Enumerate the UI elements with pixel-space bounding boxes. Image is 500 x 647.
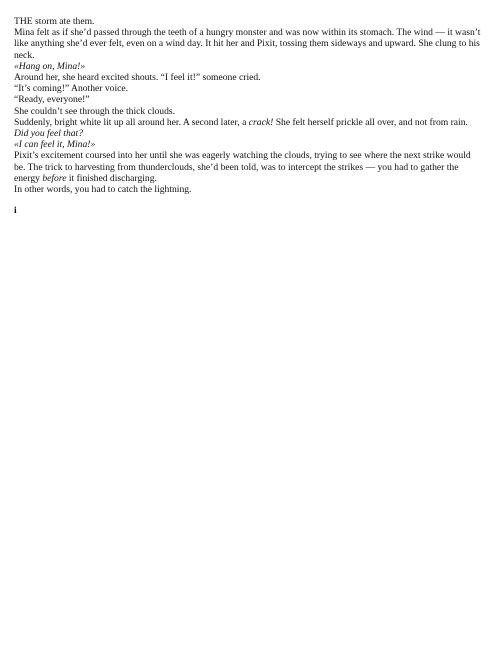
paragraph-6: “Ready, everyone!”	[14, 94, 90, 106]
paragraph-12: In other words, you had to catch the lightning.	[14, 184, 192, 196]
paragraph-8-start: Suddenly, bright white lit up all around her. A second later, a	[14, 116, 249, 128]
paragraph-5: “It’s coming!” Another voice.	[14, 83, 129, 95]
document-page	[14, 16, 484, 216]
paragraph-11-start: Pixit’s excitement coursed into her until she was eagerly watching the clouds, trying to see where the next strike would be. The trick to harvesting from thunderclouds, she’d been told, was to intercept the strikes — you had to gather the energy	[14, 150, 471, 184]
paragraph-1: THE storm ate them.	[14, 16, 95, 27]
page-marker: i	[14, 205, 17, 217]
paragraph-11	[14, 150, 484, 184]
dialogue-hang-on: «Hang on, Mina!»	[14, 60, 86, 72]
paragraph-11-before: before	[42, 172, 67, 184]
paragraph-8-crack: crack!	[248, 116, 274, 128]
paragraph-8-end: She felt herself prickle all over, and not from rain.	[273, 116, 468, 128]
paragraph-4: Around her, she heard excited shouts. “I feel it!” someone cried.	[14, 72, 261, 84]
paragraph-7: She couldn’t see through the thick clouds.	[14, 105, 176, 117]
dialogue-i-can-feel: «I can feel it, Mina!»	[14, 139, 96, 151]
paragraph-8	[14, 117, 484, 128]
paragraph-2: Mina felt as if she’d passed through the teeth of a hungry monster and was now within its stomach. The wind — it wasn’t like anything she’d ever felt, even on a wind day. It hit her and Pixit, tossing them sideways and upward. She clung to his neck.	[14, 27, 481, 61]
thought-did-you-feel: Did you feel that?	[14, 128, 84, 140]
paragraph-11-end: it finished discharging.	[66, 172, 157, 184]
